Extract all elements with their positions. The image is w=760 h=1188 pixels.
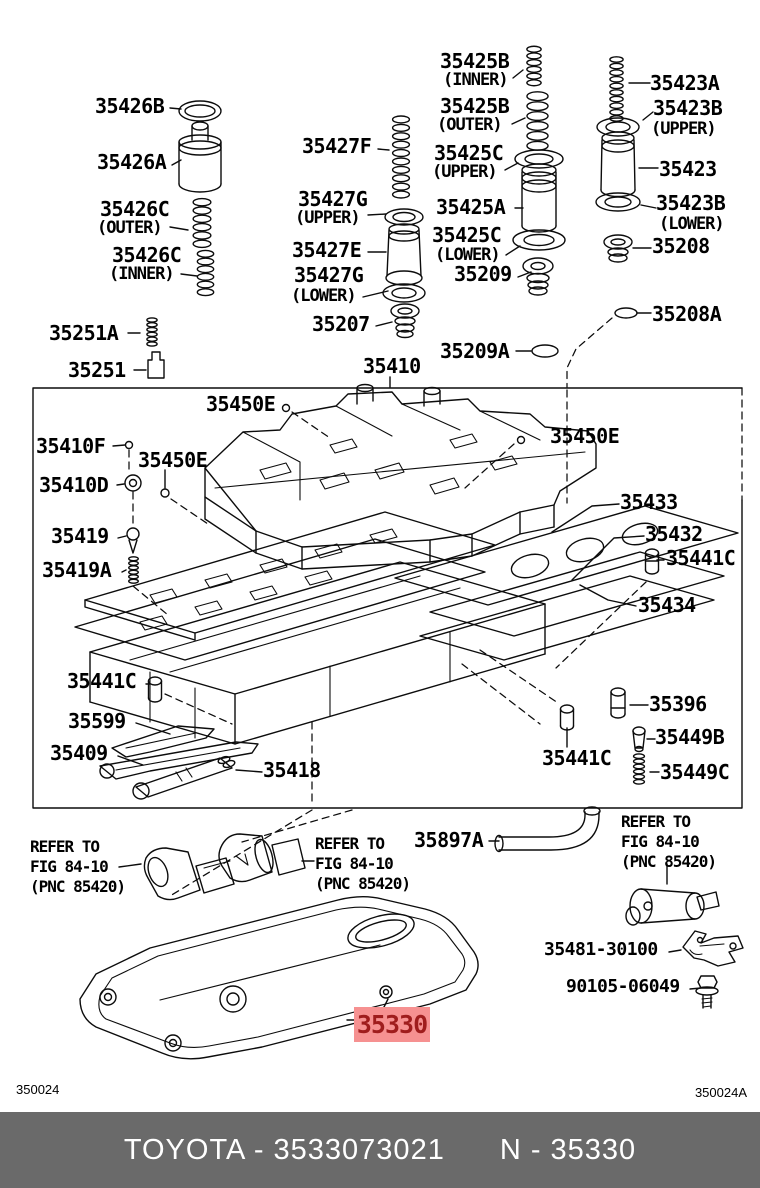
part-callout-35425c-lower[interactable]: 35425C [432,223,502,247]
part-callout-90105-06049[interactable]: 90105-06049 [566,976,680,997]
part-callout-35427g-lower-qualifier: (LOWER) [291,286,356,306]
part-callout-35251[interactable]: 35251 [68,358,126,382]
refer-note-middle-line3: (PNC 85420) [315,874,410,893]
footer-catalog-number: TOYOTA - 3533073021 [123,1133,445,1166]
refer-note-right-line2: FIG 84-10 [621,832,699,851]
part-callout-35251a[interactable]: 35251A [49,321,119,345]
part-callout-35209[interactable]: 35209 [454,262,512,286]
part-callout-35410d[interactable]: 35410D [39,473,109,497]
part-callout-35427f[interactable]: 35427F [302,134,372,158]
sheet-code-right: 350024A [694,1085,747,1100]
drawing-solenoid-middle [219,834,305,882]
part-callout-35450e-right[interactable]: 35450E [550,424,620,448]
part-callout-35418[interactable]: 35418 [263,758,321,782]
drawing-35425-group [513,46,565,295]
part-callout-35425c-lower-qualifier: (LOWER) [435,245,500,265]
part-callout-35449b[interactable]: 35449B [655,725,725,749]
part-callout-35425a[interactable]: 35425A [436,195,506,219]
part-callout-35441c-left[interactable]: 35441C [67,669,137,693]
part-callout-35423[interactable]: 35423 [659,157,717,181]
part-callout-35426c-outer-qualifier: (OUTER) [97,218,162,238]
refer-note-left-line1: REFER TO [30,837,100,856]
part-callout-35208a[interactable]: 35208A [652,302,722,326]
part-callout-35450e-top[interactable]: 35450E [206,392,276,416]
part-callout-35450e-left[interactable]: 35450E [138,448,208,472]
drawing-bracket-35481 [683,931,743,966]
part-callout-35433[interactable]: 35433 [620,490,678,514]
drawing-pipe-35897a [495,807,600,852]
part-callout-35419[interactable]: 35419 [51,524,109,548]
part-callout-35481-30100[interactable]: 35481-30100 [544,939,658,960]
part-callout-35426c-outer[interactable]: 35426C [100,197,170,221]
part-callout-35426c-inner[interactable]: 35426C [112,243,182,267]
part-callout-35410f[interactable]: 35410F [36,434,106,458]
part-callout-35427g-upper-qualifier: (UPPER) [295,208,360,228]
part-callout-35599[interactable]: 35599 [68,709,126,733]
part-callout-35426a[interactable]: 35426A [97,150,167,174]
part-callout-35425b-outer[interactable]: 35425B [440,94,510,118]
part-callout-35425b-inner[interactable]: 35425B [440,49,510,73]
drawing-bolt-90105 [696,976,718,1008]
highlighted-part-callout-35330[interactable] [354,1007,430,1042]
part-callout-35209a[interactable]: 35209A [440,339,510,363]
part-callout-35425b-inner-qualifier: (INNER) [443,70,508,90]
drawing-35423-group [532,57,640,357]
drawing-valve-body-lower [90,562,545,744]
refer-note-left-line3: (PNC 85420) [30,877,125,896]
refer-note-left-line2: FIG 84-10 [30,857,108,876]
part-callout-35419a[interactable]: 35419A [42,558,112,582]
footer-bar [0,1112,760,1188]
part-callout-35396[interactable]: 35396 [649,692,707,716]
part-callout-35423b-lower-qualifier: (LOWER) [659,214,724,234]
part-callout-35425b-outer-qualifier: (OUTER) [437,115,502,135]
part-callout-35425c-upper[interactable]: 35425C [434,141,504,165]
part-callout-35423a[interactable]: 35423A [650,71,720,95]
part-callout-35426b[interactable]: 35426B [95,94,165,118]
part-callout-35208[interactable]: 35208 [652,234,710,258]
drawing-filter-35426-group [179,101,221,296]
drawing-35251-group [147,318,164,378]
part-callout-35427e[interactable]: 35427E [292,238,362,262]
part-callout-35441c-right[interactable]: 35441C [666,546,736,570]
part-callout-35441c-bottom[interactable]: 35441C [542,746,612,770]
part-callout-35423b-upper-qualifier: (UPPER) [651,119,716,139]
drawing-35427-group [383,116,425,338]
part-callout-35409[interactable]: 35409 [50,741,108,765]
part-callout-35426c-inner-qualifier: (INNER) [109,264,174,284]
refer-note-right-line3: (PNC 85420) [621,852,716,871]
part-callout-35427g-lower[interactable]: 35427G [294,263,364,287]
part-callout-35427g-upper[interactable]: 35427G [298,187,368,211]
part-callout-35423b-upper[interactable]: 35423B [653,96,723,120]
part-callout-35432[interactable]: 35432 [645,522,703,546]
part-callout-35425c-upper-qualifier: (UPPER) [432,162,497,182]
refer-note-right-line1: REFER TO [621,812,691,831]
highlighted-part-number: 35330 [356,1010,428,1039]
part-callout-35897a[interactable]: 35897A [414,828,484,852]
part-callout-35207[interactable]: 35207 [312,312,370,336]
drawing-solenoid-left [144,848,234,900]
part-callout-35423b-lower[interactable]: 35423B [656,191,726,215]
part-callout-35449c[interactable]: 35449C [660,760,730,784]
footer-part-number: N - 35330 [499,1133,637,1166]
part-callout-35410[interactable]: 35410 [363,354,421,378]
refer-note-middle-line1: REFER TO [315,834,385,853]
refer-note-middle-line2: FIG 84-10 [315,854,393,873]
drawing-solenoid-right [626,889,719,925]
part-callout-35434[interactable]: 35434 [638,593,696,617]
sheet-code-left: 350024 [16,1082,60,1097]
